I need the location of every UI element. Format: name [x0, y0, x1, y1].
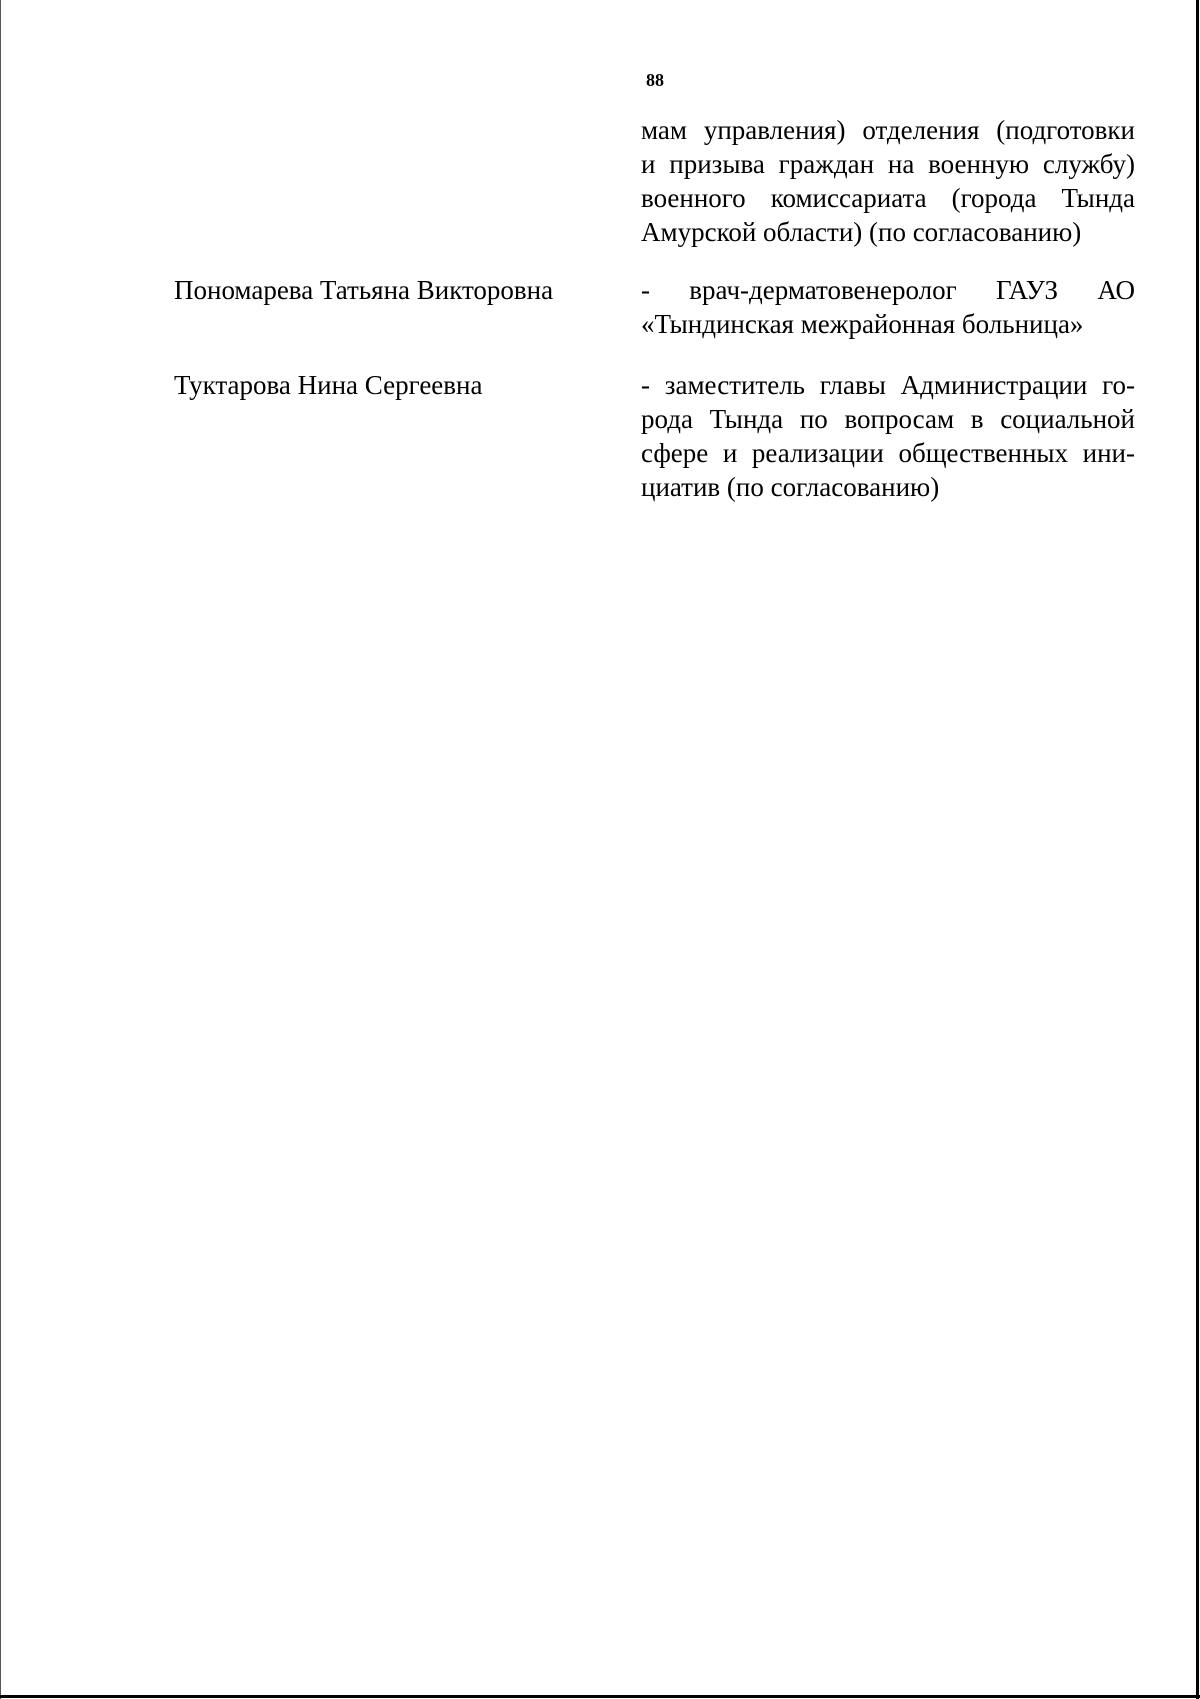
description-line: сфере и реализации общественных ини- [641, 438, 1135, 468]
description-line: - заместитель главы Администрации го- [641, 370, 1135, 400]
page-edge-bottom [0, 1695, 1200, 1698]
member-description [641, 273, 1135, 341]
description-line: военного комиссариата (города Тында [641, 183, 1135, 213]
page-edge-left [0, 0, 1, 1699]
member-name: Пономарева Татьяна Викторовна [174, 275, 554, 305]
description-line: - врач-дерматовенеролог ГАУЗ АО [641, 275, 1135, 305]
page-number: 88 [646, 70, 664, 90]
member-name: Туктарова Нина Сергеевна [174, 370, 483, 400]
page-edge-right [1196, 0, 1199, 1699]
description-line: и призыва граждан на военную службу) [641, 149, 1135, 179]
description-line: Амурской области) (по согласованию) [641, 217, 1082, 247]
member-description [641, 368, 1135, 504]
description-line: «Тындинская межрайонная больница» [641, 309, 1084, 339]
description-line: циатив (по согласованию) [641, 472, 940, 502]
continuation-description [641, 113, 1135, 249]
description-line: мам управления) отделения (подготовки [641, 115, 1135, 145]
description-line: рода Тында по вопросам в социальной [641, 404, 1135, 434]
